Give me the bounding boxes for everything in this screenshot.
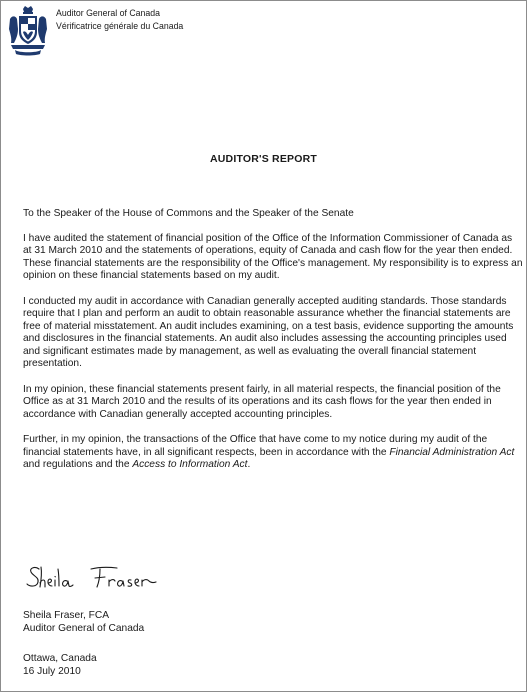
agency-name-french: Vérificatrice générale du Canada bbox=[56, 21, 184, 32]
signatory-block bbox=[23, 609, 144, 635]
signing-location: Ottawa, Canada bbox=[23, 653, 97, 664]
paragraph-opinion: In my opinion, these financial statements present fairly, in all material respects, the financial position of the Office as at 31 March 2010 and the results of its operations and its cash flows for the year then ended in accordance with Canadian generally accepted accounting principles. bbox=[23, 383, 501, 420]
financial-administration-act: Financial Administration Act bbox=[389, 446, 515, 458]
paragraph-scope: I have audited the statement of financial position of the Office of the Information Commissioner of Canada as at 31 March 2010 and the statements of operations, equity of Canada and cash flow for the year then ended. These financial statements are the responsibility of the Office's management. My responsibility is to express an opinion on these financial statements based on my audit. bbox=[23, 232, 523, 281]
agency-name-english: Auditor General of Canada bbox=[56, 8, 160, 19]
handwritten-signature bbox=[25, 561, 175, 595]
agency-name bbox=[56, 7, 194, 33]
paragraph-standards: I conducted my audit in accordance with Canadian generally accepted auditing standards. Those standards require that I plan and perform an audit to obtain reasonable assurance whether the financial statements are free of material misstatement. An audit includes examining, on a test basis, evidence supporting the amounts and disclosures in the financial statements. An audit also includes assessing the accounting principles used and significant estimates made by management, as well as evaluating the overall financial statement presentation. bbox=[23, 295, 514, 369]
signing-date: 16 July 2010 bbox=[23, 666, 81, 677]
access-to-information-act: Access to Information Act bbox=[132, 459, 248, 470]
report-body bbox=[23, 208, 523, 485]
paragraph-compliance-text-2: and regulations and the bbox=[23, 459, 133, 470]
place-and-date bbox=[23, 652, 97, 678]
paragraph-compliance-text-3: . bbox=[247, 459, 251, 470]
paragraph-compliance-text-1: Further, in my opinion, the transactions of the Office that have come to my notice during my audit of the financial statements have, in all significant respects, been in accordance with the bbox=[23, 434, 488, 458]
report-title: AUDITOR'S REPORT bbox=[209, 153, 317, 165]
salutation: To the Speaker of the House of Commons and the Speaker of the Senate bbox=[23, 208, 354, 219]
coat-of-arms-icon bbox=[7, 5, 49, 57]
paragraph-compliance bbox=[23, 434, 523, 472]
signatory-name: Sheila Fraser, FCA bbox=[23, 610, 110, 621]
signatory-title: Auditor General of Canada bbox=[23, 623, 145, 634]
